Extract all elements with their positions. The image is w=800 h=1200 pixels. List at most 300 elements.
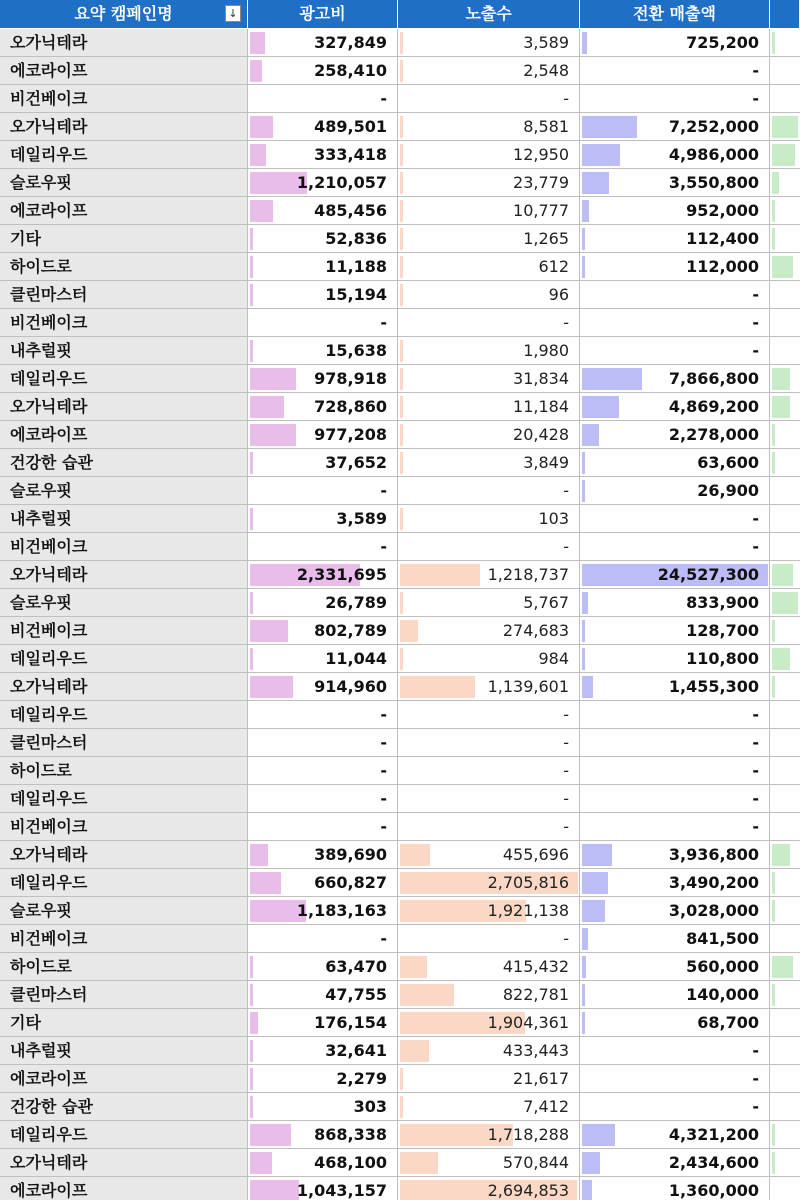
ad-cost-cell[interactable] xyxy=(248,1177,398,1200)
conversion-revenue-cell[interactable] xyxy=(580,813,770,841)
impressions-value: 12,950 xyxy=(513,145,569,164)
ad-cost-cell[interactable] xyxy=(248,841,398,869)
ad-cost-cell[interactable] xyxy=(248,477,398,505)
extra-column-cell[interactable] xyxy=(770,1121,800,1149)
campaign-name-cell[interactable] xyxy=(0,169,248,197)
ad-cost-cell[interactable] xyxy=(248,337,398,365)
impressions-cell[interactable] xyxy=(398,393,580,421)
ad-cost-cell[interactable] xyxy=(248,253,398,281)
conversion-revenue-value: 2,278,000 xyxy=(668,425,759,444)
ad-cost-cell[interactable] xyxy=(248,309,398,337)
campaign-name-cell[interactable] xyxy=(0,561,248,589)
impressions-cell[interactable] xyxy=(398,337,580,365)
impressions-value: - xyxy=(563,817,569,836)
extra-column-cell[interactable] xyxy=(770,701,800,729)
conversion-revenue-value: 110,800 xyxy=(686,649,759,668)
extra-column-cell[interactable] xyxy=(770,85,800,113)
header-ad-cost[interactable] xyxy=(248,0,398,29)
extra-databar xyxy=(772,172,779,194)
impressions-value: - xyxy=(563,789,569,808)
impressions-cell[interactable] xyxy=(398,1121,580,1149)
extra-column-cell[interactable] xyxy=(770,953,800,981)
conversion-revenue-cell[interactable] xyxy=(580,1009,770,1037)
impressions-cell[interactable] xyxy=(398,729,580,757)
impressions-cell[interactable] xyxy=(398,421,580,449)
campaign-name-cell[interactable] xyxy=(0,1093,248,1121)
extra-databar xyxy=(772,648,790,670)
conversion-revenue-cell[interactable] xyxy=(580,57,770,85)
table-row xyxy=(0,57,800,85)
ad-cost-value: 1,210,057 xyxy=(296,173,387,192)
extra-databar xyxy=(772,452,775,474)
conversion-revenue-cell[interactable] xyxy=(580,1177,770,1200)
conversion-revenue-value: - xyxy=(752,789,759,808)
ad-cost-value: 303 xyxy=(353,1097,387,1116)
campaign-name-cell[interactable] xyxy=(0,729,248,757)
extra-column-cell[interactable] xyxy=(770,981,800,1009)
impressions-value: - xyxy=(563,733,569,752)
ad-cost-value: - xyxy=(380,929,387,948)
campaign-name-cell[interactable] xyxy=(0,449,248,477)
extra-column-cell[interactable] xyxy=(770,225,800,253)
ad-cost-cell[interactable] xyxy=(248,393,398,421)
campaign-name-cell[interactable] xyxy=(0,1065,248,1093)
extra-column-cell[interactable] xyxy=(770,813,800,841)
campaign-name-cell[interactable] xyxy=(0,869,248,897)
impressions-cell[interactable] xyxy=(398,85,580,113)
ad-cost-cell[interactable] xyxy=(248,673,398,701)
impressions-cell[interactable] xyxy=(398,533,580,561)
ad-cost-value: 15,638 xyxy=(325,341,387,360)
filter-dropdown-icon[interactable]: ↓ xyxy=(225,5,241,22)
ad-cost-cell[interactable] xyxy=(248,169,398,197)
impressions-cell[interactable] xyxy=(398,645,580,673)
ad-cost-cell[interactable] xyxy=(248,617,398,645)
impressions-cell[interactable] xyxy=(398,225,580,253)
impressions-cell[interactable] xyxy=(398,281,580,309)
conversion-revenue-cell[interactable] xyxy=(580,617,770,645)
extra-column-cell[interactable] xyxy=(770,897,800,925)
ad-cost-value: 977,208 xyxy=(314,425,387,444)
conversion-revenue-cell[interactable] xyxy=(580,393,770,421)
header-extra-column[interactable] xyxy=(770,0,800,29)
campaign-name-cell[interactable] xyxy=(0,813,248,841)
ad-cost-cell[interactable] xyxy=(248,813,398,841)
ad-cost-cell[interactable] xyxy=(248,1009,398,1037)
impressions-cell[interactable] xyxy=(398,981,580,1009)
conversion-revenue-cell[interactable] xyxy=(580,1065,770,1093)
extra-databar xyxy=(772,200,775,222)
extra-column-cell[interactable] xyxy=(770,841,800,869)
ad-cost-cell[interactable] xyxy=(248,869,398,897)
extra-column-cell[interactable] xyxy=(770,57,800,85)
ad-cost-cell[interactable] xyxy=(248,785,398,813)
conversion-revenue-cell[interactable] xyxy=(580,1037,770,1065)
conversion-revenue-cell[interactable] xyxy=(580,477,770,505)
table-row xyxy=(0,281,800,309)
campaign-name-cell[interactable] xyxy=(0,841,248,869)
conversion-revenue-cell[interactable] xyxy=(580,253,770,281)
impressions-value: 20,428 xyxy=(513,425,569,444)
impressions-cell[interactable] xyxy=(398,617,580,645)
campaign-name-cell[interactable] xyxy=(0,365,248,393)
campaign-name-cell[interactable] xyxy=(0,197,248,225)
campaign-name-cell[interactable] xyxy=(0,281,248,309)
campaign-name: 에코라이프 xyxy=(10,1181,88,1200)
extra-column-cell[interactable] xyxy=(770,1037,800,1065)
ad-cost-cell[interactable] xyxy=(248,1093,398,1121)
campaign-name: 기타 xyxy=(10,229,41,248)
extra-column-cell[interactable] xyxy=(770,533,800,561)
impressions-value: 8,581 xyxy=(523,117,569,136)
extra-column-cell[interactable] xyxy=(770,1149,800,1177)
impressions-cell[interactable] xyxy=(398,29,580,57)
campaign-name-cell[interactable] xyxy=(0,673,248,701)
table-row xyxy=(0,29,800,57)
conversion-revenue-cell[interactable] xyxy=(580,85,770,113)
conversion-revenue-cell[interactable] xyxy=(580,561,770,589)
impressions-value: 1,718,288 xyxy=(487,1125,569,1144)
campaign-name-cell[interactable] xyxy=(0,757,248,785)
ad-cost-cell[interactable] xyxy=(248,953,398,981)
impressions-cell[interactable] xyxy=(398,701,580,729)
extra-column-cell[interactable] xyxy=(770,869,800,897)
impressions-cell[interactable] xyxy=(398,1065,580,1093)
conversion-revenue-value: 63,600 xyxy=(697,453,759,472)
impressions-value: 1,904,361 xyxy=(487,1013,569,1032)
conversion-revenue-cell[interactable] xyxy=(580,197,770,225)
ad-cost-value: - xyxy=(380,313,387,332)
conversion-revenue-value: 4,986,000 xyxy=(668,145,759,164)
conversion-revenue-cell[interactable] xyxy=(580,785,770,813)
impressions-cell[interactable] xyxy=(398,841,580,869)
extra-column-cell[interactable] xyxy=(770,673,800,701)
impressions-cell[interactable] xyxy=(398,925,580,953)
extra-column-cell[interactable] xyxy=(770,561,800,589)
extra-column-cell[interactable] xyxy=(770,141,800,169)
ad-cost-cell[interactable] xyxy=(248,421,398,449)
extra-column-cell[interactable] xyxy=(770,197,800,225)
extra-column-cell[interactable] xyxy=(770,1093,800,1121)
campaign-name: 오가닉테라 xyxy=(10,33,88,52)
table-row xyxy=(0,813,800,841)
conversion-revenue-cell[interactable] xyxy=(580,897,770,925)
table-row xyxy=(0,841,800,869)
impressions-value: 96 xyxy=(548,285,569,304)
conversion-revenue-cell[interactable] xyxy=(580,645,770,673)
conversion-revenue-cell[interactable] xyxy=(580,869,770,897)
campaign-name-cell[interactable] xyxy=(0,981,248,1009)
conversion-revenue-cell[interactable] xyxy=(580,701,770,729)
impressions-cell[interactable] xyxy=(398,449,580,477)
extra-databar xyxy=(772,592,798,614)
conversion-revenue-cell[interactable] xyxy=(580,1149,770,1177)
campaign-name: 오가닉테라 xyxy=(10,565,88,584)
conversion-revenue-value: 4,869,200 xyxy=(668,397,759,416)
campaign-name: 데일리우드 xyxy=(10,705,88,724)
campaign-name: 오가닉테라 xyxy=(10,845,88,864)
impressions-cell[interactable] xyxy=(398,897,580,925)
table-row xyxy=(0,869,800,897)
extra-databar xyxy=(772,844,790,866)
ad-cost-cell[interactable] xyxy=(248,1121,398,1149)
impressions-cell[interactable] xyxy=(398,1149,580,1177)
conversion-revenue-value: - xyxy=(752,313,759,332)
ad-cost-cell[interactable] xyxy=(248,897,398,925)
header-campaign-name[interactable] xyxy=(0,0,248,29)
conversion-revenue-value: 68,700 xyxy=(697,1013,759,1032)
impressions-cell[interactable] xyxy=(398,477,580,505)
conversion-revenue-cell[interactable] xyxy=(580,981,770,1009)
extra-column-cell[interactable] xyxy=(770,505,800,533)
extra-column-cell[interactable] xyxy=(770,785,800,813)
conversion-revenue-value: 140,000 xyxy=(686,985,759,1004)
campaign-name-cell[interactable] xyxy=(0,1177,248,1200)
impressions-cell[interactable] xyxy=(398,253,580,281)
extra-column-cell[interactable] xyxy=(770,757,800,785)
impressions-cell[interactable] xyxy=(398,505,580,533)
table-row xyxy=(0,1121,800,1149)
campaign-name: 비건베이크 xyxy=(10,313,88,332)
impressions-cell[interactable] xyxy=(398,869,580,897)
ad-cost-cell[interactable] xyxy=(248,113,398,141)
impressions-cell[interactable] xyxy=(398,57,580,85)
ad-cost-cell[interactable] xyxy=(248,757,398,785)
impressions-cell[interactable] xyxy=(398,561,580,589)
campaign-name-cell[interactable] xyxy=(0,589,248,617)
ad-cost-value: 2,279 xyxy=(336,1069,387,1088)
conversion-revenue-cell[interactable] xyxy=(580,505,770,533)
table-row xyxy=(0,673,800,701)
extra-column-cell[interactable] xyxy=(770,1177,800,1200)
conversion-revenue-cell[interactable] xyxy=(580,281,770,309)
conversion-revenue-value: 24,527,300 xyxy=(657,565,759,584)
impressions-cell[interactable] xyxy=(398,673,580,701)
campaign-name-cell[interactable] xyxy=(0,533,248,561)
campaign-name-cell[interactable] xyxy=(0,785,248,813)
extra-column-cell[interactable] xyxy=(770,337,800,365)
campaign-name-cell[interactable] xyxy=(0,141,248,169)
conversion-revenue-cell[interactable] xyxy=(580,1121,770,1149)
ad-cost-cell[interactable] xyxy=(248,57,398,85)
impressions-value: 274,683 xyxy=(502,621,569,640)
ad-cost-cell[interactable] xyxy=(248,701,398,729)
impressions-cell[interactable] xyxy=(398,113,580,141)
conversion-revenue-cell[interactable] xyxy=(580,113,770,141)
conversion-revenue-cell[interactable] xyxy=(580,673,770,701)
impressions-cell[interactable] xyxy=(398,309,580,337)
extra-databar xyxy=(772,32,775,54)
ad-cost-cell[interactable] xyxy=(248,85,398,113)
conversion-revenue-cell[interactable] xyxy=(580,925,770,953)
ad-cost-cell[interactable] xyxy=(248,1037,398,1065)
campaign-name-cell[interactable] xyxy=(0,57,248,85)
extra-column-cell[interactable] xyxy=(770,253,800,281)
conversion-revenue-cell[interactable] xyxy=(580,29,770,57)
campaign-name-cell[interactable] xyxy=(0,1149,248,1177)
conversion-revenue-cell[interactable] xyxy=(580,841,770,869)
extra-column-cell[interactable] xyxy=(770,617,800,645)
conversion-revenue-value: - xyxy=(752,341,759,360)
ad-cost-cell[interactable] xyxy=(248,533,398,561)
campaign-name-cell[interactable] xyxy=(0,337,248,365)
conversion-revenue-value: - xyxy=(752,1097,759,1116)
extra-column-cell[interactable] xyxy=(770,729,800,757)
conversion-revenue-cell[interactable] xyxy=(580,141,770,169)
ad-cost-cell[interactable] xyxy=(248,589,398,617)
conversion-revenue-cell[interactable] xyxy=(580,365,770,393)
impressions-value: 822,781 xyxy=(502,985,569,1004)
campaign-name-cell[interactable] xyxy=(0,617,248,645)
impressions-cell[interactable] xyxy=(398,1037,580,1065)
ad-cost-cell[interactable] xyxy=(248,365,398,393)
extra-column-cell[interactable] xyxy=(770,169,800,197)
impressions-cell[interactable] xyxy=(398,169,580,197)
conversion-revenue-cell[interactable] xyxy=(580,309,770,337)
campaign-name-cell[interactable] xyxy=(0,393,248,421)
campaign-name-cell[interactable] xyxy=(0,85,248,113)
impressions-value: 433,443 xyxy=(502,1041,569,1060)
extra-column-cell[interactable] xyxy=(770,281,800,309)
table-row xyxy=(0,309,800,337)
conversion-revenue-cell[interactable] xyxy=(580,169,770,197)
ad-cost-cell[interactable] xyxy=(248,29,398,57)
ad-cost-cell[interactable] xyxy=(248,141,398,169)
ad-cost-cell[interactable] xyxy=(248,505,398,533)
campaign-name-cell[interactable] xyxy=(0,505,248,533)
conversion-revenue-value: 7,252,000 xyxy=(668,117,759,136)
campaign-name-cell[interactable] xyxy=(0,113,248,141)
impressions-cell[interactable] xyxy=(398,1009,580,1037)
ad-cost-cell[interactable] xyxy=(248,925,398,953)
extra-column-cell[interactable] xyxy=(770,645,800,673)
ad-cost-value: 389,690 xyxy=(314,845,387,864)
campaign-name-cell[interactable] xyxy=(0,253,248,281)
campaign-name-cell[interactable] xyxy=(0,225,248,253)
ad-cost-cell[interactable] xyxy=(248,1149,398,1177)
extra-column-cell[interactable] xyxy=(770,309,800,337)
ad-cost-cell[interactable] xyxy=(248,561,398,589)
impressions-cell[interactable] xyxy=(398,757,580,785)
conversion-revenue-value: - xyxy=(752,761,759,780)
extra-column-cell[interactable] xyxy=(770,1065,800,1093)
campaign-name: 데일리우드 xyxy=(10,789,88,808)
impressions-cell[interactable] xyxy=(398,1177,580,1200)
impressions-cell[interactable] xyxy=(398,953,580,981)
campaign-name: 에코라이프 xyxy=(10,61,88,80)
ad-cost-cell[interactable] xyxy=(248,281,398,309)
campaign-name-cell[interactable] xyxy=(0,897,248,925)
extra-column-cell[interactable] xyxy=(770,29,800,57)
conversion-revenue-cell[interactable] xyxy=(580,421,770,449)
campaign-name: 클린마스터 xyxy=(10,285,88,304)
impressions-cell[interactable] xyxy=(398,589,580,617)
header-conversion-revenue[interactable] xyxy=(580,0,770,29)
conversion-revenue-cell[interactable] xyxy=(580,757,770,785)
table-row xyxy=(0,561,800,589)
campaign-name-cell[interactable] xyxy=(0,701,248,729)
impressions-cell[interactable] xyxy=(398,1093,580,1121)
campaign-name-cell[interactable] xyxy=(0,925,248,953)
impressions-cell[interactable] xyxy=(398,141,580,169)
impressions-value: 7,412 xyxy=(523,1097,569,1116)
campaign-name: 내추럴핏 xyxy=(10,1041,72,1060)
conversion-revenue-cell[interactable] xyxy=(580,225,770,253)
table-row xyxy=(0,897,800,925)
campaign-name-cell[interactable] xyxy=(0,29,248,57)
conversion-revenue-cell[interactable] xyxy=(580,589,770,617)
ad-cost-cell[interactable] xyxy=(248,449,398,477)
extra-column-cell[interactable] xyxy=(770,589,800,617)
extra-column-cell[interactable] xyxy=(770,365,800,393)
conversion-revenue-cell[interactable] xyxy=(580,337,770,365)
ad-cost-cell[interactable] xyxy=(248,729,398,757)
conversion-revenue-value: - xyxy=(752,509,759,528)
conversion-revenue-cell[interactable] xyxy=(580,1093,770,1121)
campaign-name-cell[interactable] xyxy=(0,953,248,981)
campaign-name: 오가닉테라 xyxy=(10,117,88,136)
impressions-cell[interactable] xyxy=(398,365,580,393)
conversion-revenue-value: - xyxy=(752,733,759,752)
campaign-name-cell[interactable] xyxy=(0,645,248,673)
conversion-revenue-cell[interactable] xyxy=(580,449,770,477)
campaign-name-cell[interactable] xyxy=(0,1037,248,1065)
conversion-revenue-cell[interactable] xyxy=(580,953,770,981)
campaign-name-cell[interactable] xyxy=(0,421,248,449)
extra-column-cell[interactable] xyxy=(770,925,800,953)
table-row xyxy=(0,953,800,981)
header-ad-cost-label: 광고비 xyxy=(299,4,346,23)
ad-cost-cell[interactable] xyxy=(248,645,398,673)
conversion-revenue-value: - xyxy=(752,1041,759,1060)
campaign-name-cell[interactable] xyxy=(0,477,248,505)
ad-cost-cell[interactable] xyxy=(248,981,398,1009)
table-row xyxy=(0,337,800,365)
conversion-revenue-value: 3,490,200 xyxy=(668,873,759,892)
impressions-cell[interactable] xyxy=(398,813,580,841)
table-row xyxy=(0,925,800,953)
extra-databar xyxy=(772,116,798,138)
campaign-name-cell[interactable] xyxy=(0,309,248,337)
campaign-name: 비건베이크 xyxy=(10,929,88,948)
ad-cost-cell[interactable] xyxy=(248,197,398,225)
ad-cost-value: 327,849 xyxy=(314,33,387,52)
impressions-cell[interactable] xyxy=(398,785,580,813)
extra-column-cell[interactable] xyxy=(770,477,800,505)
extra-column-cell[interactable] xyxy=(770,421,800,449)
campaign-name-cell[interactable] xyxy=(0,1121,248,1149)
campaign-name-cell[interactable] xyxy=(0,1009,248,1037)
impressions-value: - xyxy=(563,537,569,556)
conversion-revenue-cell[interactable] xyxy=(580,533,770,561)
conversion-revenue-cell[interactable] xyxy=(580,729,770,757)
campaign-name: 하이드로 xyxy=(10,257,72,276)
impressions-cell[interactable] xyxy=(398,197,580,225)
header-impressions[interactable] xyxy=(398,0,580,29)
conversion-revenue-value: - xyxy=(752,61,759,80)
table-row xyxy=(0,141,800,169)
ad-cost-cell[interactable] xyxy=(248,225,398,253)
extra-column-cell[interactable] xyxy=(770,113,800,141)
ad-cost-cell[interactable] xyxy=(248,1065,398,1093)
extra-column-cell[interactable] xyxy=(770,393,800,421)
extra-column-cell[interactable] xyxy=(770,1009,800,1037)
campaign-name: 슬로우핏 xyxy=(10,593,72,612)
impressions-value: 570,844 xyxy=(502,1153,569,1172)
campaign-name: 에코라이프 xyxy=(10,201,88,220)
conversion-revenue-value: - xyxy=(752,537,759,556)
extra-column-cell[interactable] xyxy=(770,449,800,477)
